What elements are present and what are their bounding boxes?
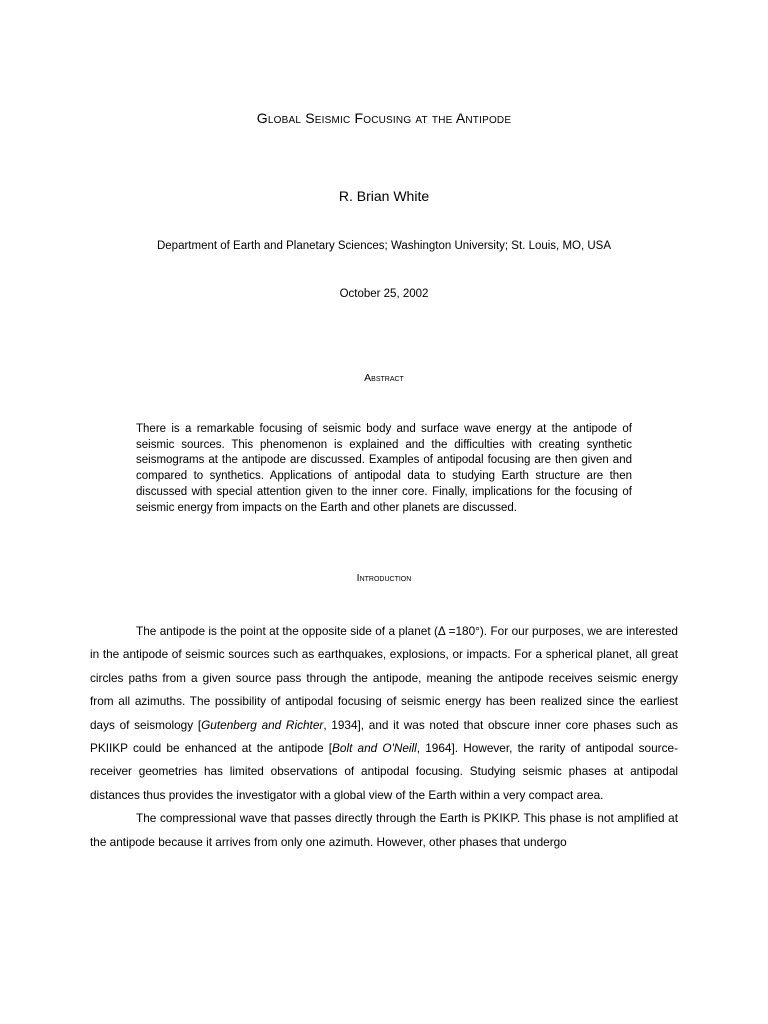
paragraph-text: The antipode is the point at the opposite side of a planet (Δ =180°). For our purposes, we are interested in the antipode of seismic sources such as earthquakes, explosions, or impacts. For a spherical planet, all great circles paths from a given source pass through the antipode, meaning the antipode receives seismic energy from all azimuths. The possibility of antipodal focusing of seismic energy has been realized since the earliest days of seismology [	[90, 624, 678, 732]
abstract-heading: Abstract	[364, 372, 404, 384]
abstract-text: There is a remarkable focusing of seismic body and surface wave energy at the antipode of seismic sources. This phenomenon is explained and the difficulties with creating synthetic seismograms at the antipode are discussed. Examples of antipodal focusing are then given and compared to synthetics. Applications of antipodal data to studying Earth structure are then discussed with special attention given to the inner core. Finally, implications for the focusing of seismic energy from impacts on the Earth and other planets are discussed.	[136, 423, 632, 514]
introduction-paragraph-2: The compressional wave that passes directly through the Earth is PKIKP. This phase is not amplified at the antipode because it arrives from only one azimuth. However, other phases that undergo	[90, 811, 678, 849]
citation: Bolt and O'Neill	[332, 741, 417, 756]
author-name: R. Brian White	[338, 188, 430, 204]
paper-title: Global Seismic Focusing at the Antipode	[256, 110, 512, 126]
paragraph-text: , 1934], and it was noted that obscure inner core phases such as PKIIKP could be enhanced at the antipode [	[90, 717, 679, 756]
citation: Gutenberg and Richter	[201, 717, 324, 732]
introduction-heading: Introduction	[356, 572, 412, 584]
paragraph-text: , 1964]. However, the rarity of antipodal source-receiver geometries has limited observations of antipodal focusing. Studying seismic phases at antipodal distances thus provides the investigator with a global view of the Earth within a very compact area.	[90, 741, 678, 802]
publication-date: October 25, 2002	[339, 288, 429, 300]
affiliation: Department of Earth and Planetary Sciences; Washington University; St. Louis, MO, USA	[156, 240, 612, 252]
introduction-paragraph-1	[90, 620, 678, 807]
introduction-body	[90, 620, 678, 854]
